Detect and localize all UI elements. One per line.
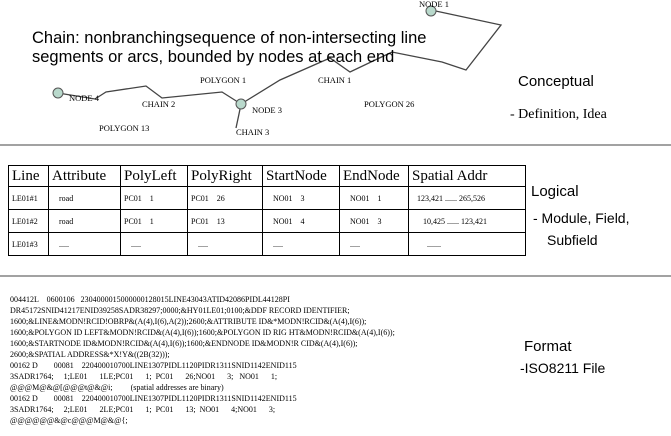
cell-attribute: road — [49, 187, 121, 210]
cell-polyleft: ..... — [121, 233, 188, 256]
conceptual-subtitle: - Definition, Idea — [510, 107, 607, 122]
node-1-label: NODE 1 — [419, 0, 449, 9]
iso8211-record-text — [10, 294, 500, 426]
header-endnode: EndNode — [340, 166, 409, 187]
polygon-26-label: POLYGON 26 — [364, 99, 415, 109]
format-line: 1600;&POLYGON ID LEFT&MODN!RCID&(A(4),I(6));1600;&POLYGON ID RIG HT&MODN!RCID&(A(4),I(6)); — [10, 328, 395, 337]
cell-line: LE01#2 — [9, 210, 49, 233]
cell-endnode: NO01 3 — [340, 210, 409, 233]
header-polyleft: PolyLeft — [121, 166, 188, 187]
cell-attribute: ..... — [49, 233, 121, 256]
chain-3-label: CHAIN 3 — [236, 127, 270, 137]
table-header-row — [9, 166, 526, 187]
header-attribute: Attribute — [49, 166, 121, 187]
node-3-marker — [236, 99, 246, 109]
cell-polyleft: PC01 1 — [121, 210, 188, 233]
cell-polyleft: PC01 1 — [121, 187, 188, 210]
chain-definition-line-2: segments or arcs, bounded by nodes at each end — [32, 48, 395, 66]
header-startnode: StartNode — [263, 166, 340, 187]
polygon-1-label: POLYGON 1 — [200, 75, 247, 85]
node-3-label: NODE 3 — [252, 105, 282, 115]
cell-polyright: ..... — [188, 233, 263, 256]
logical-subtitle-line-2: Subfield — [547, 232, 598, 248]
cell-spatial-addr: ....... — [409, 233, 526, 256]
cell-attribute: road — [49, 210, 121, 233]
chain-definition-line-1: Chain: nonbranchingsequence of non-intersecting line — [32, 29, 427, 47]
format-line: DR45172SNID41217ENID39258SADR38297;0000;&HY01LE01;0100;&DDF RECORD IDENTIFIER; — [10, 306, 350, 315]
cell-spatial-addr: 10,425 ...... 123,421 — [409, 210, 526, 233]
cell-polyright: PC01 13 — [188, 210, 263, 233]
node-4-marker — [53, 88, 63, 98]
cell-spatial-addr: 123,421 ...... 265,526 — [409, 187, 526, 210]
cell-endnode: ..... — [340, 233, 409, 256]
chain-1-label: CHAIN 1 — [318, 75, 352, 85]
cell-startnode: ..... — [263, 233, 340, 256]
format-line: 1600;&LINE&MODN!RCID!OBRP&(A(4),I(6),A(2));2600;&ATTRIBUTE ID&*MODN!RCID&(A(4),I(6)); — [10, 317, 367, 326]
logical-title: Logical — [531, 183, 579, 200]
header-line: Line — [9, 166, 49, 187]
cell-line: LE01#1 — [9, 187, 49, 210]
format-line: @@@@@@&@c@@@M@&@{; — [10, 416, 128, 425]
cell-startnode: NO01 3 — [263, 187, 340, 210]
table-row — [9, 233, 526, 256]
format-line: 1600;&STARTNODE ID&MODN!RCID&(A(4),I(6));1600;&ENDNODE ID&MODN!R CID&(A(4),I(6)); — [10, 339, 358, 348]
table-row — [9, 187, 526, 210]
chain-2-label: CHAIN 2 — [142, 99, 176, 109]
polygon-13-label: POLYGON 13 — [99, 123, 150, 133]
format-line: 00162 D 00081 220400010700LINE1307PIDL1120PIDR1311SNID1142ENID115 — [10, 394, 297, 403]
header-spatial-addr: Spatial Addr — [409, 166, 526, 187]
logical-table — [8, 165, 526, 256]
cell-endnode: NO01 1 — [340, 187, 409, 210]
format-line: 00162 D 00081 220400010700LINE1307PIDL1120PIDR1311SNID1142ENID115 — [10, 361, 297, 370]
node-4-label: NODE 4 — [69, 93, 99, 103]
format-line: @@@M@&@[@@@t@&@i; (spatial addresses are binary) — [10, 383, 224, 392]
format-line: 2600;&SPATIAL ADDRESS&*X!Y&((2B(32))); — [10, 350, 170, 359]
cell-line: LE01#3 — [9, 233, 49, 256]
cell-polyright: PC01 26 — [188, 187, 263, 210]
header-polyright: PolyRight — [188, 166, 263, 187]
format-line: 3SADR1764; 2;LE01 2LE;PC01 1; PC01 13; NO01 4;NO01 3; — [10, 405, 276, 414]
format-title: Format — [524, 338, 572, 355]
cell-startnode: NO01 4 — [263, 210, 340, 233]
format-line: 3SADR1764; 1;LE01 1LE;PC01 1; PC01 26;NO01 3; NO01 1; — [10, 372, 278, 381]
logical-subtitle-line-1: - Module, Field, — [533, 210, 630, 226]
conceptual-title: Conceptual — [518, 73, 594, 90]
format-subtitle: -ISO8211 File — [520, 360, 606, 376]
table-row — [9, 210, 526, 233]
format-line: 004412L 0600106 2304000015000000128015LINE43043ATID42086PIDL44128PI — [10, 295, 290, 304]
